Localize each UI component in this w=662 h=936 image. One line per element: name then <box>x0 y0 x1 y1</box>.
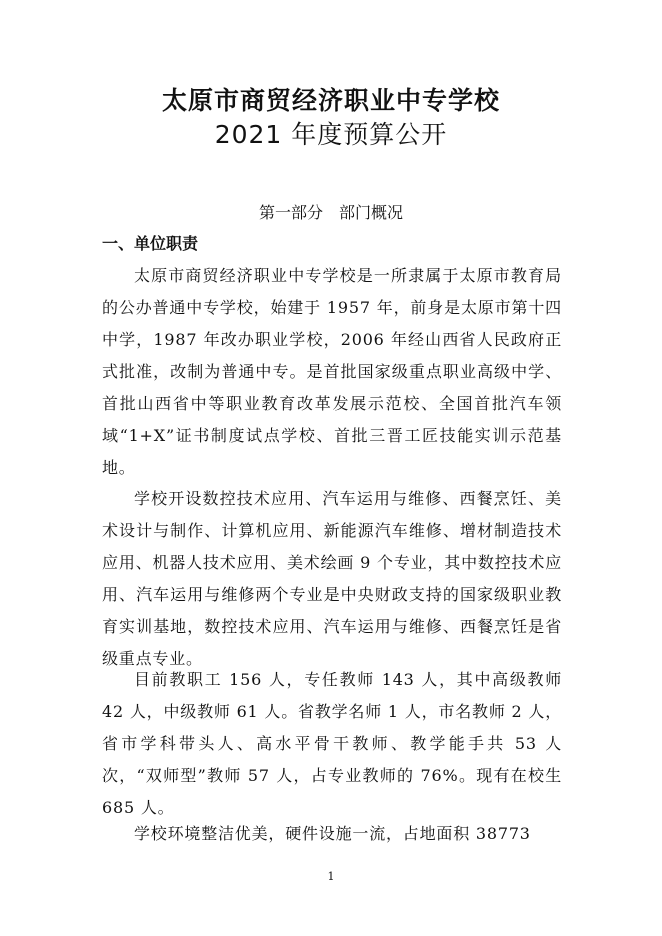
part-heading: 第一部分 部门概况 <box>258 203 403 222</box>
body-paragraph: 目前教职工 156 人，专任教师 143 人，其中高级教师 42 人，中级教师 61 人。省教学名师 1 人，市名教师 2 人，省市学科带头人、高水平骨干教师、教学能手共 53 人次，“双师型”教师 57 人，占专业教师的 76%。现有在校生 685 人。 <box>102 670 562 817</box>
body-paragraph: 太原市商贸经济职业中专学校是一所隶属于太原市教育局的公办普通中专学校，始建于 1957 年，前身是太原市第十四中学，1987 年改办职业学校，2006 年经山西省人民政府正式批准，改制为普通中专。是首批国家级重点职业高级中学、首批山西省中等职业教育改革发展示范校、全国首批汽车领域“1+X”证书制度试点学校、首批三晋工匠技能实训示范基地。 <box>102 266 562 477</box>
section-heading: 一、单位职责 <box>102 234 199 253</box>
body-paragraph: 学校环境整洁优美，硬件设施一流，占地面积 38773 <box>134 824 531 843</box>
body-paragraph: 学校开设数控技术应用、汽车运用与维修、西餐烹饪、美术设计与制作、计算机应用、新能源汽车维修、增材制造技术应用、机器人技术应用、美术绘画 9 个专业，其中数控技术应用、汽车运用与维修两个专业是中央财政支持的国家级职业教育实训基地，数控技术应用、汽车运用与维修、西餐烹饪是省级重点专业。 <box>102 489 562 668</box>
page-number: 1 <box>327 870 335 883</box>
document-title: 太原市商贸经济职业中专学校 <box>161 86 500 115</box>
document-subtitle: 2021 年度预算公开 <box>214 120 448 149</box>
